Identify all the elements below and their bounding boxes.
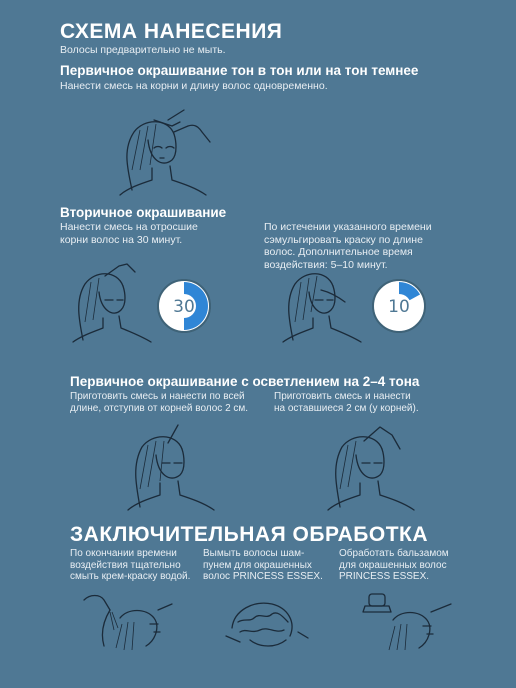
- section4-col3-line: для окрашенных волос: [339, 559, 447, 571]
- woman-emulsify-illustration-right: [275, 262, 365, 342]
- section4-col3-line: PRINCESS ESSEX.: [339, 571, 430, 582]
- section3-right-line: на оставшиеся 2 см (у корней).: [274, 402, 419, 414]
- section3-right-text: [274, 391, 419, 414]
- woman-length-application-illustration: [120, 425, 215, 510]
- timer-10-number: 10: [388, 297, 410, 317]
- section4-col1-text: [70, 548, 190, 583]
- section3-title: Первичное окрашивание с осветлением на 2–4 тона: [70, 374, 420, 389]
- section2-right-line: воздействия: 5–10 минут.: [264, 258, 388, 271]
- rinse-hair-illustration: [80, 590, 175, 650]
- section2-left-text: [60, 221, 198, 246]
- balm-application-illustration: [355, 590, 455, 650]
- section2-title: Вторичное окрашивание: [60, 205, 227, 220]
- section4-col1-line: смыть крем-краску водой.: [70, 571, 191, 582]
- section4-col2-line: волос PRINCESS ESSEX.: [203, 571, 323, 582]
- woman-hair-application-illustration-1: [110, 110, 220, 195]
- section4-col2-line: пунем для окрашенных: [203, 559, 312, 571]
- woman-roots-final-illustration: [320, 425, 415, 510]
- section2-left-line: Нанести смесь на отросшие: [60, 221, 198, 233]
- section3-left-line: Приготовить смесь и нанести по всей: [70, 391, 245, 402]
- section4-title: ЗАКЛЮЧИТЕЛЬНАЯ ОБРАБОТКА: [70, 523, 429, 546]
- section4-col1-line: воздействия тщательно: [70, 559, 181, 571]
- section2-right-line: По истечении указанного времени: [264, 221, 432, 233]
- section3-left-text: [70, 391, 248, 414]
- section4-col2-text: [203, 548, 323, 583]
- page-title: СХЕМА НАНЕСЕНИЯ: [60, 20, 283, 43]
- section4-col2-line: Вымыть волосы шам-: [203, 548, 305, 559]
- shampoo-hair-illustration: [220, 592, 310, 650]
- woman-roots-application-illustration-left: [65, 262, 155, 342]
- section2-right-line: сэмульгировать краску по длине: [264, 233, 423, 246]
- section3-left-line: длине, отступив от корней волос 2 см.: [70, 402, 249, 414]
- section1-text: Нанести смесь на корни и длину волос одновременно.: [60, 80, 328, 92]
- page-subtitle: Волосы предварительно не мыть.: [60, 44, 226, 56]
- section3-right-line: Приготовить смесь и нанести: [274, 391, 411, 402]
- section4-col3-line: Обработать бальзамом: [339, 548, 449, 559]
- timer-30-number: 30: [173, 297, 195, 317]
- section1-title: Первичное окрашивание тон в тон или на тон темнее: [60, 63, 419, 78]
- timer-30-icon: [155, 277, 213, 335]
- section4-col3-text: [339, 548, 449, 583]
- section2-right-line: волос. Дополнительное время: [264, 246, 413, 258]
- section4-col1-line: По окончании времени: [70, 548, 177, 559]
- timer-10-icon: [370, 277, 428, 335]
- section2-left-line: корни волос на 30 минут.: [60, 233, 183, 246]
